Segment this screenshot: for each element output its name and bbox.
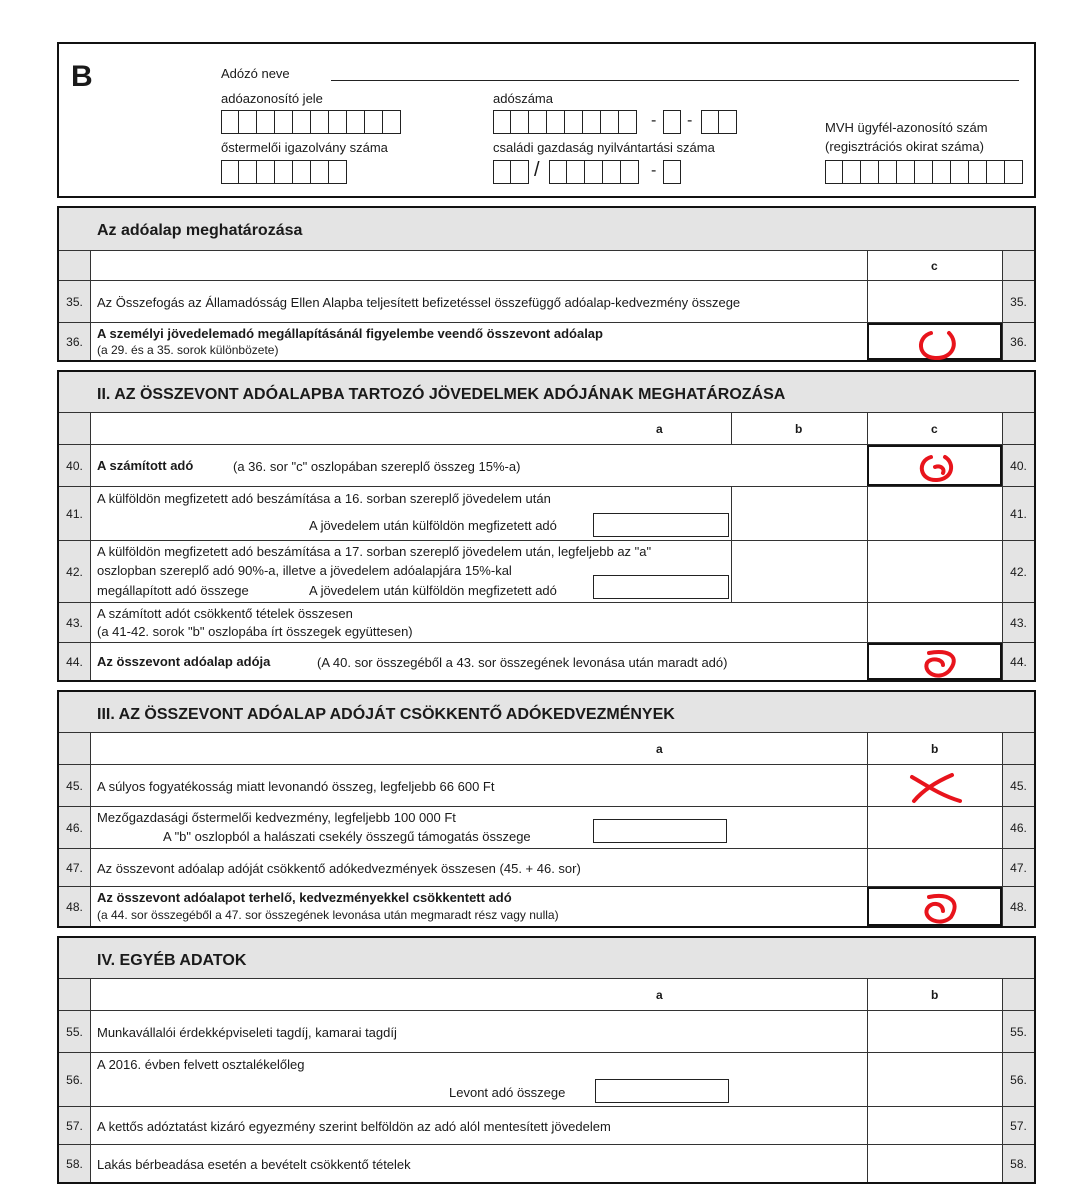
- row-label: A külföldön megfizetett adó beszámítása a 16. sorban szereplő jövedelem után: [97, 491, 551, 506]
- column-c-header: c: [931, 259, 938, 273]
- row-number-right: 44.: [1002, 643, 1034, 680]
- mvh-id-field[interactable]: [825, 160, 1023, 184]
- row-label: A személyi jövedelemadó megállapításánál figyelembe veendő összevont adóalap: [97, 326, 603, 341]
- row-number: 47.: [59, 849, 91, 886]
- row-number-right: 45.: [1002, 765, 1034, 806]
- producer-cert-label: őstermelői igazolvány száma: [221, 140, 388, 155]
- row-number: 56.: [59, 1053, 91, 1106]
- row-sublabel: (a 36. sor "c" oszlopában szereplő összeg 15%-a): [233, 459, 521, 474]
- tax-number-dash-1: -: [651, 112, 657, 129]
- mvh-label-1: MVH ügyfél-azonosító szám: [825, 120, 988, 135]
- column-header-row: [59, 978, 1034, 1010]
- mvh-label-2: (regisztrációs okirat száma): [825, 139, 984, 154]
- column-b-header: b: [795, 422, 803, 436]
- table-row-43: [59, 602, 1034, 642]
- table-row-55: [59, 1010, 1034, 1052]
- row-label: Lakás bérbeadása esetén a bevételt csökkentő tételek: [97, 1157, 411, 1172]
- tax-id-field[interactable]: [221, 110, 401, 134]
- section-tax-calculation: [57, 370, 1036, 682]
- row-sublabel: A "b" oszlopból a halászati csekély összegű támogatás összege: [163, 829, 531, 844]
- row-number-right: 47.: [1002, 849, 1034, 886]
- row-number: 35.: [59, 281, 91, 322]
- row-46-fishing-support-input[interactable]: [593, 819, 727, 843]
- row-number: 46.: [59, 807, 91, 848]
- table-row-40: [59, 444, 1034, 486]
- row-label: Az Összefogás az Államadósság Ellen Alapba teljesített befizetéssel összefüggő adóalap-kedvezmény összege: [97, 295, 741, 310]
- family-farm-slash: /: [534, 159, 540, 181]
- row-47-value-b[interactable]: [867, 849, 1002, 886]
- row-sublabel: A jövedelem után külföldön megfizetett adó: [309, 583, 557, 598]
- tax-number-dash-2: -: [687, 112, 693, 129]
- tax-id-label: adóazonosító jele: [221, 91, 323, 106]
- table-row-47: [59, 848, 1034, 886]
- table-row-44: [59, 642, 1034, 680]
- tax-number-label: adószáma: [493, 91, 553, 106]
- family-farm-field-3[interactable]: [663, 160, 681, 184]
- row-57-value-b[interactable]: [867, 1107, 1002, 1144]
- row-label-line-2: (a 41-42. sorok "b" oszlopába írt összegek együttesen): [97, 624, 413, 639]
- family-farm-field-2[interactable]: [549, 160, 639, 184]
- taxpayer-name-label: Adózó neve: [221, 66, 290, 81]
- producer-cert-field[interactable]: [221, 160, 347, 184]
- table-row-35: [59, 280, 1034, 322]
- handwritten-cross-mark: [902, 767, 972, 807]
- column-header-row: [59, 412, 1034, 444]
- row-label: Munkavállalói érdekképviseleti tagdíj, kamarai tagdíj: [97, 1025, 397, 1040]
- row-number: 48.: [59, 887, 91, 926]
- row-sublabel: (a 29. és a 35. sorok különbözete): [97, 343, 279, 357]
- row-sublabel: Levont adó összege: [449, 1085, 566, 1100]
- row-36-value-c[interactable]: [867, 323, 1002, 360]
- row-number: 36.: [59, 323, 91, 360]
- row-number: 55.: [59, 1011, 91, 1052]
- tax-number-county-code[interactable]: [701, 110, 737, 134]
- table-row-56: [59, 1052, 1034, 1106]
- section-tax-base: [57, 206, 1036, 362]
- table-row-48: [59, 886, 1034, 926]
- row-sublabel: A jövedelem után külföldön megfizetett adó: [309, 518, 557, 533]
- family-farm-label: családi gazdaság nyilvántartási száma: [493, 140, 715, 155]
- family-farm-dash: -: [651, 162, 657, 179]
- row-number: 42.: [59, 541, 91, 602]
- row-label: Az összevont adóalap adóját csökkentő adókedvezmények összesen (45. + 46. sor): [97, 861, 581, 876]
- section-title: Az adóalap meghatározása: [97, 222, 303, 239]
- row-number-right: 56.: [1002, 1053, 1034, 1106]
- table-row-57: [59, 1106, 1034, 1144]
- row-number: 43.: [59, 603, 91, 642]
- row-label: Az összevont adóalap adója: [97, 654, 271, 669]
- section-other-data: [57, 936, 1036, 1184]
- taxpayer-name-field[interactable]: [331, 80, 1019, 81]
- row-number: 44.: [59, 643, 91, 680]
- row-label-line-2: oszlopban szereplő adó 90%-a, illetve a jövedelem adóalapjára 15%-kal: [97, 563, 512, 578]
- row-44-value-c[interactable]: [867, 643, 1002, 680]
- column-header-row: [59, 732, 1034, 764]
- row-sublabel: (a 44. sor összegéből a 47. sor összegének levonása után megmaradt rész vagy nulla): [97, 908, 559, 922]
- table-row-58: [59, 1144, 1034, 1182]
- row-number-right: 58.: [1002, 1145, 1034, 1182]
- row-number: 58.: [59, 1145, 91, 1182]
- row-45-value-b[interactable]: [867, 765, 1002, 806]
- column-a-header: a: [656, 988, 663, 1002]
- row-number-right: 55.: [1002, 1011, 1034, 1052]
- row-number-right: 35.: [1002, 281, 1034, 322]
- row-48-value-b[interactable]: [867, 887, 1002, 926]
- row-42-value-b[interactable]: [731, 541, 867, 602]
- row-number: 45.: [59, 765, 91, 806]
- row-number-right: 36.: [1002, 323, 1034, 360]
- row-label-line-1: A számított adót csökkentő tételek összesen: [97, 606, 353, 621]
- row-sublabel: (A 40. sor összegéből a 43. sor összegének levonása után maradt adó): [317, 655, 728, 670]
- handwritten-zero-mark: [909, 645, 969, 681]
- tax-number-field[interactable]: [493, 110, 637, 134]
- row-number-right: 48.: [1002, 887, 1034, 926]
- row-56-withheld-tax-input[interactable]: [595, 1079, 729, 1103]
- taxpayer-header: [57, 42, 1036, 198]
- table-row-45: [59, 764, 1034, 806]
- handwritten-zero-mark: [909, 889, 969, 927]
- row-41-value-b[interactable]: [731, 487, 867, 540]
- row-number-right: 40.: [1002, 445, 1034, 486]
- row-label-line-3: megállapított adó összege: [97, 583, 249, 598]
- row-label: A számított adó: [97, 458, 194, 473]
- form-letter: B: [71, 60, 93, 93]
- row-40-value-c[interactable]: [867, 445, 1002, 486]
- column-header-row: [59, 250, 1034, 280]
- row-number: 41.: [59, 487, 91, 540]
- column-a-header: a: [656, 422, 663, 436]
- row-46-value-b[interactable]: [867, 807, 1002, 848]
- table-row-46: [59, 806, 1034, 848]
- row-35-value-c[interactable]: [867, 281, 1002, 322]
- family-farm-field-1[interactable]: [493, 160, 529, 184]
- row-number-right: 41.: [1002, 487, 1034, 540]
- column-c-header: c: [931, 422, 938, 436]
- section-title: IV. EGYÉB ADATOK: [97, 952, 247, 969]
- row-number-right: 42.: [1002, 541, 1034, 602]
- row-42-foreign-tax-input[interactable]: [593, 575, 729, 599]
- row-43-value-c[interactable]: [867, 603, 1002, 642]
- row-label: Mezőgazdasági őstermelői kedvezmény, legfeljebb 100 000 Ft: [97, 810, 456, 825]
- column-b-header: b: [931, 988, 939, 1002]
- tax-number-vat-code[interactable]: [663, 110, 681, 134]
- column-a-header: a: [656, 742, 663, 756]
- row-number: 57.: [59, 1107, 91, 1144]
- row-41-foreign-tax-input[interactable]: [593, 513, 729, 537]
- row-number: 40.: [59, 445, 91, 486]
- table-row-41: [59, 486, 1034, 540]
- table-row-36: [59, 322, 1034, 360]
- row-58-value-b[interactable]: [867, 1145, 1002, 1182]
- row-label: A súlyos fogyatékosság miatt levonandó összeg, legfeljebb 66 600 Ft: [97, 779, 495, 794]
- row-label: A kettős adóztatást kizáró egyezmény szerint belföldön az adó alól mentesített jövedelem: [97, 1119, 611, 1134]
- row-number-right: 57.: [1002, 1107, 1034, 1144]
- row-number-right: 46.: [1002, 807, 1034, 848]
- row-number-right: 43.: [1002, 603, 1034, 642]
- section-title: III. AZ ÖSSZEVONT ADÓALAP ADÓJÁT CSÖKKENTŐ ADÓKEDVEZMÉNYEK: [97, 706, 675, 723]
- row-55-value-b[interactable]: [867, 1011, 1002, 1052]
- section-title: II. AZ ÖSSZEVONT ADÓALAPBA TARTOZÓ JÖVEDELMEK ADÓJÁNAK MEGHATÁROZÁSA: [97, 386, 786, 403]
- section-tax-credits: [57, 690, 1036, 928]
- row-label: A 2016. évben felvett osztalékelőleg: [97, 1057, 305, 1072]
- table-row-42: [59, 540, 1034, 602]
- column-b-header: b: [931, 742, 939, 756]
- row-label: Az összevont adóalapot terhelő, kedvezményekkel csökkentett adó: [97, 890, 512, 905]
- row-56-value-b[interactable]: [867, 1053, 1002, 1106]
- row-label-line-1: A külföldön megfizetett adó beszámítása a 17. sorban szereplő jövedelem után, legfeljebb az "a": [97, 544, 652, 559]
- handwritten-zero-mark: [909, 325, 969, 361]
- handwritten-zero-mark: [909, 447, 969, 485]
